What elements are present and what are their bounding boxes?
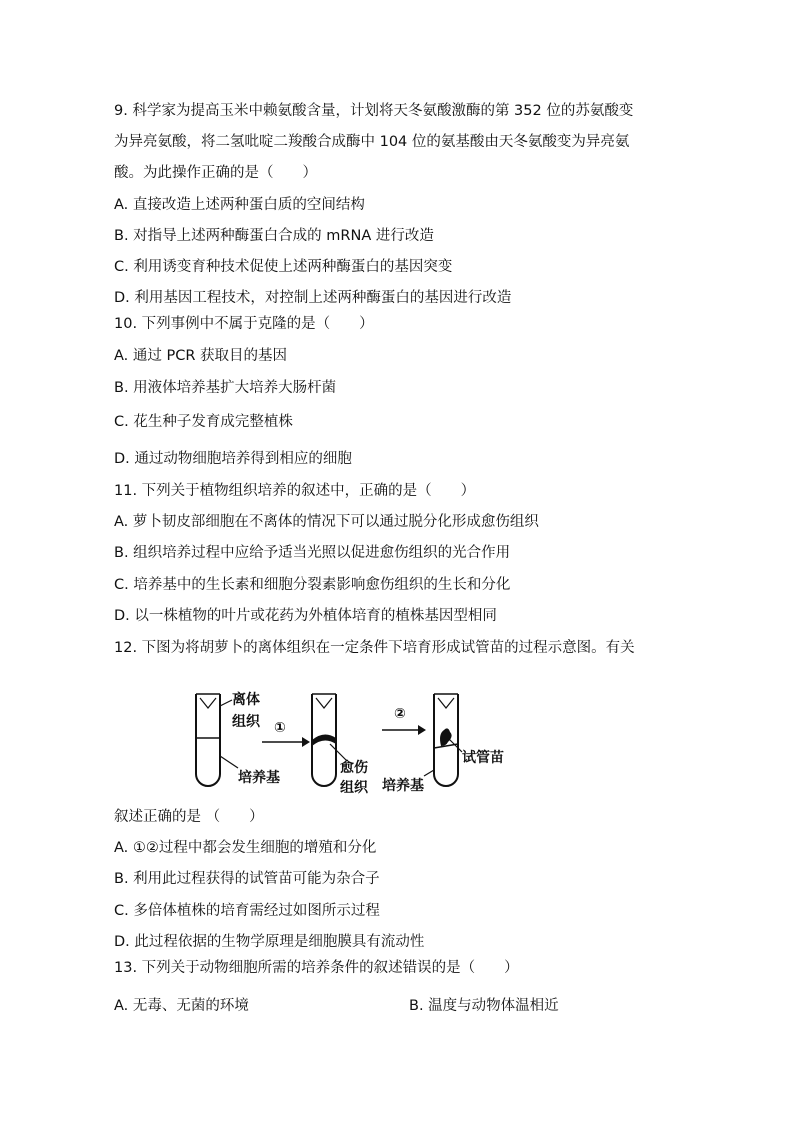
- q12-stem: 12. 下图为将胡萝卜的离体组织在一定条件下培育形成试管苗的过程示意图。有关: [114, 640, 635, 656]
- q11-option-a: A. 萝卜韧皮部细胞在不离体的情况下可以通过脱分化形成愈伤组织: [114, 514, 539, 530]
- leader-line-callus: [330, 744, 346, 760]
- leader-line-tissue: [220, 700, 232, 706]
- q9-option-b: B. 对指导上述两种酶蛋白合成的 mRNA 进行改造: [114, 228, 434, 244]
- q12-option-a: A. ①②过程中都会发生细胞的增殖和分化: [114, 840, 377, 856]
- q9-option-d: D. 利用基因工程技术，对控制上述两种酶蛋白的基因进行改造: [114, 290, 512, 306]
- arrow-step-2-head: [418, 725, 426, 735]
- q10-option-d: D. 通过动物细胞培养得到相应的细胞: [114, 451, 352, 467]
- test-tube-3: [434, 694, 458, 786]
- label-step-2: ②: [394, 706, 406, 722]
- q13-stem: 13. 下列关于动物细胞所需的培养条件的叙述错误的是（ ）: [114, 960, 519, 976]
- label-isolated-tissue-1: 离体: [232, 692, 260, 708]
- label-isolated-tissue-2: 组织: [232, 714, 260, 730]
- label-medium-right: 培养基: [382, 778, 424, 794]
- q9-stem-line2: 为异亮氨酸，将二氢吡啶二羧酸合成酶中 104 位的氨基酸由天冬氨酸变为异亮氨: [114, 134, 630, 150]
- q11-stem: 11. 下列关于植物组织培养的叙述中，正确的是（ ）: [114, 483, 476, 499]
- q9-stem-line3: 酸。为此操作正确的是（ ）: [114, 165, 317, 181]
- q13-option-a: A. 无毒、无菌的环境: [114, 998, 249, 1014]
- q10-option-c: C. 花生种子发育成完整植株: [114, 414, 293, 430]
- label-step-1: ①: [274, 720, 286, 736]
- q12-stem-continued: 叙述正确的是 （ ）: [114, 809, 264, 825]
- q9-stem-line1: 9. 科学家为提高玉米中赖氨酸含量，计划将天冬氨酸激酶的第 352 位的苏氨酸变: [114, 103, 634, 119]
- leader-line-medium-left: [220, 756, 238, 768]
- q10-stem: 10. 下列事例中不属于克隆的是（ ）: [114, 316, 374, 332]
- q9-option-c: C. 利用诱变育种技术促使上述两种酶蛋白的基因突变: [114, 259, 453, 275]
- q11-option-c: C. 培养基中的生长素和细胞分裂素影响愈伤组织的生长和分化: [114, 577, 511, 593]
- label-callus-2: 组织: [340, 780, 368, 796]
- q11-option-b: B. 组织培养过程中应给予适当光照以促进愈伤组织的光合作用: [114, 545, 511, 561]
- label-callus-1: 愈伤: [340, 760, 368, 776]
- q10-option-b: B. 用液体培养基扩大培养大肠杆菌: [114, 380, 337, 396]
- q11-option-d: D. 以一株植物的叶片或花药为外植体培育的植株基因型相同: [114, 608, 497, 624]
- tissue-culture-diagram: [186, 686, 526, 798]
- test-tube-1: [196, 694, 220, 786]
- q12-option-b: B. 利用此过程获得的试管苗可能为杂合子: [114, 871, 380, 887]
- q12-option-c: C. 多倍体植株的培育需经过如图所示过程: [114, 903, 380, 919]
- test-tube-2: [312, 694, 336, 786]
- label-seedling: 试管苗: [462, 750, 504, 766]
- arrow-step-1-head: [302, 737, 310, 747]
- q12-option-d: D. 此过程依据的生物学原理是细胞膜具有流动性: [114, 934, 425, 950]
- q9-option-a: A. 直接改造上述两种蛋白质的空间结构: [114, 197, 365, 213]
- leader-line-medium-right: [424, 770, 434, 776]
- q13-option-b: B. 温度与动物体温相近: [409, 998, 559, 1014]
- label-medium-left: 培养基: [238, 770, 280, 786]
- q10-option-a: A. 通过 PCR 获取目的基因: [114, 348, 288, 364]
